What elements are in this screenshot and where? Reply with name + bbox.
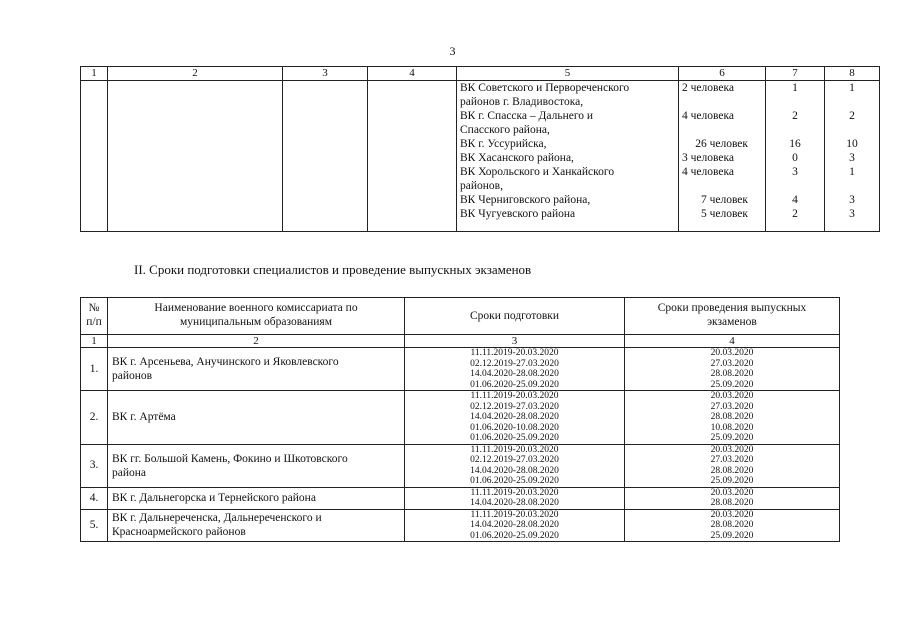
commissariat-name: ВК г. Дальнегорска и Тернейского района: [108, 487, 405, 509]
cell-value: 1: [849, 82, 855, 94]
column-number-row: [81, 335, 840, 348]
row-number: 5.: [81, 509, 108, 542]
column-number: 5: [457, 67, 679, 81]
cell-value: 2: [792, 208, 798, 220]
header-training-period: Сроки подготовки: [405, 298, 625, 335]
cell-value: 2: [849, 110, 855, 122]
people-counts: [679, 81, 766, 232]
column-number: 1: [81, 67, 108, 81]
column-number: 4: [625, 335, 840, 348]
exam-dates: 20.03.2020 28.08.2020 25.09.2020: [625, 509, 840, 542]
table-row: [81, 81, 880, 232]
people-count: 26 человек: [695, 138, 748, 150]
training-periods: 11.11.2019-20.03.2020 02.12.2019-27.03.2020 14.04.2020-28.08.2020 01.06.2020-25.09.2020: [405, 348, 625, 391]
cell-value: 3: [849, 194, 855, 206]
exam-dates: 20.03.2020 28.08.2020: [625, 487, 840, 509]
training-periods: 11.11.2019-20.03.2020 14.04.2020-28.08.2020: [405, 487, 625, 509]
table-row: [81, 391, 840, 445]
commissariat-name: ВК г. Дальнереченска, Дальнереченского и Красноармейского районов: [108, 509, 405, 542]
column-number: 7: [766, 67, 825, 81]
cell-value: 3: [849, 208, 855, 220]
column-number: 2: [108, 335, 405, 348]
commissariat-name: ВК Хорольского и Ханкайского: [460, 166, 615, 178]
table-row: [81, 487, 840, 509]
table-header-row: [81, 298, 840, 335]
row-number: 1.: [81, 348, 108, 391]
table-row: [81, 444, 840, 487]
commissariat-name: Спасского района,: [460, 124, 550, 136]
training-schedule-table: [80, 297, 840, 542]
training-periods: 11.11.2019-20.03.2020 02.12.2019-27.03.2020 14.04.2020-28.08.2020 01.06.2020-10.08.2020 01.06.2020-25.09.2020: [405, 391, 625, 445]
column-number: 1: [81, 335, 108, 348]
column-number: 6: [679, 67, 766, 81]
empty-cell: [81, 81, 108, 232]
commissariat-name: ВК Хасанского района,: [460, 152, 574, 164]
commissariat-name: ВК Советского и Первореченского: [460, 82, 630, 94]
empty-cell: [283, 81, 368, 232]
cell-value: 10: [846, 138, 858, 150]
column-number: 3: [405, 335, 625, 348]
row-number: 2.: [81, 391, 108, 445]
exam-dates: 20.03.2020 27.03.2020 28.08.2020 25.09.2020: [625, 348, 840, 391]
empty-cell: [368, 81, 457, 232]
commissariat-name: районов г. Владивостока,: [460, 96, 584, 108]
cell-value: 4: [792, 194, 798, 206]
people-count: 2 человека: [682, 82, 734, 94]
column-number: 8: [825, 67, 880, 81]
cell-value: 1: [849, 166, 855, 178]
people-count: 4 человека: [682, 166, 734, 178]
column-number: 3: [283, 67, 368, 81]
row-number: 4.: [81, 487, 108, 509]
cell-value: 2: [792, 110, 798, 122]
column-number-row: [81, 67, 880, 81]
cell-value: 3: [849, 152, 855, 164]
column-number: 4: [368, 67, 457, 81]
cell-value: 3: [792, 166, 798, 178]
exam-dates: 20.03.2020 27.03.2020 28.08.2020 25.09.2020: [625, 444, 840, 487]
commissariat-name: ВК Черниговского района,: [460, 194, 591, 206]
commissariat-quota-table: [80, 66, 880, 232]
table-row: [81, 348, 840, 391]
cell-value: 0: [792, 152, 798, 164]
page-number: 3: [449, 44, 456, 58]
commissariat-name: ВК г. Артёма: [108, 391, 405, 445]
header-exam-dates: Сроки проведения выпускных экзаменов: [625, 298, 840, 335]
commissariat-names: [457, 81, 679, 232]
header-commissariat-name: Наименование военного комиссариата по муниципальным образованиям: [108, 298, 405, 335]
commissariat-name: ВК г. Уссурийска,: [460, 138, 547, 150]
column-7-values: [766, 81, 825, 232]
row-number: 3.: [81, 444, 108, 487]
section-title: II. Сроки подготовки специалистов и проведение выпускных экзаменов: [134, 262, 532, 277]
commissariat-name: ВК гг. Большой Камень, Фокино и Шкотовского района: [108, 444, 405, 487]
exam-dates: 20.03.2020 27.03.2020 28.08.2020 10.08.2020 25.09.2020: [625, 391, 840, 445]
table-row: [81, 509, 840, 542]
people-count: 3 человека: [682, 152, 734, 164]
people-count: 5 человек: [700, 208, 748, 220]
commissariat-name: ВК Чугуевского района: [460, 208, 576, 220]
training-periods: 11.11.2019-20.03.2020 14.04.2020-28.08.2020 01.06.2020-25.09.2020: [405, 509, 625, 542]
commissariat-name: ВК г. Спасска – Дальнего и: [460, 110, 594, 122]
empty-cell: [108, 81, 283, 232]
header-num: № п/п: [81, 298, 108, 335]
people-count: 7 человек: [700, 194, 748, 206]
column-8-values: [825, 81, 880, 232]
cell-value: 1: [792, 82, 798, 94]
training-periods: 11.11.2019-20.03.2020 02.12.2019-27.03.2020 14.04.2020-28.08.2020 01.06.2020-25.09.2020: [405, 444, 625, 487]
column-number: 2: [108, 67, 283, 81]
commissariat-name: районов,: [460, 180, 503, 192]
people-count: 4 человека: [682, 110, 734, 122]
cell-value: 16: [789, 138, 801, 150]
commissariat-name: ВК г. Арсеньева, Анучинского и Яковлевского районов: [108, 348, 405, 391]
